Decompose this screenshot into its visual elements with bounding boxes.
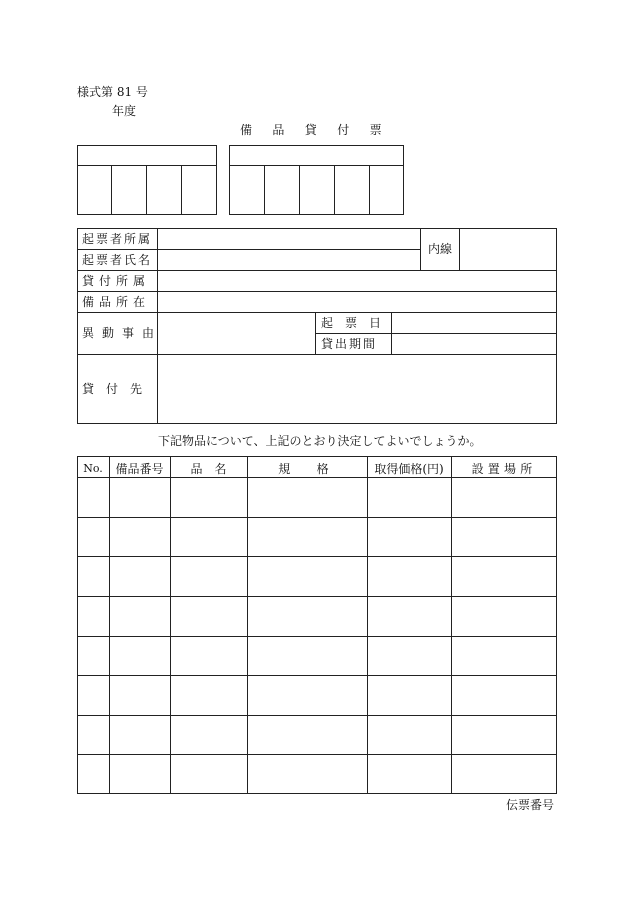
table-row (77, 754, 557, 755)
table-row (77, 715, 557, 716)
table-row (77, 675, 557, 676)
extension-label: 内線 (428, 242, 453, 256)
equipment-location-label: 備品所在 (82, 295, 151, 309)
table-row (77, 556, 557, 557)
table-row (77, 596, 557, 597)
col-header-item-name: 品 名 (190, 462, 227, 476)
approval-box-right (229, 145, 404, 215)
approval-box-left (77, 145, 217, 215)
table-row (77, 517, 557, 518)
issue-date-label: 起 票 日 (321, 316, 382, 330)
issuer-dept-label: 起票者所属 (82, 232, 153, 246)
year-label: 年度 (112, 104, 137, 118)
col-header-specification: 規 格 (278, 462, 336, 476)
confirmation-statement: 下記物品について、上記のとおり決定してよいでしょうか。 (158, 434, 482, 448)
items-table (77, 456, 557, 794)
col-header-equipment-number: 備品番号 (115, 462, 164, 476)
form-title: 備 品 貸 付 票 (240, 123, 386, 137)
col-header-installation-location: 設置場所 (471, 462, 537, 476)
lending-dept-label: 貸付所属 (82, 274, 151, 288)
col-header-no: No. (83, 462, 103, 475)
table-row (77, 636, 557, 637)
col-header-acquisition-price: 取得価格(円) (374, 462, 444, 476)
lend-to-label: 貸 付 先 (82, 382, 143, 396)
info-table (77, 228, 557, 424)
form-number: 様式第 81 号 (77, 85, 148, 99)
issuer-name-label: 起票者氏名 (82, 253, 153, 267)
loan-period-label: 貸出期間 (321, 337, 378, 351)
transfer-reason-label: 異動事由 (82, 326, 163, 340)
slip-number-label: 伝票番号 (506, 798, 555, 812)
